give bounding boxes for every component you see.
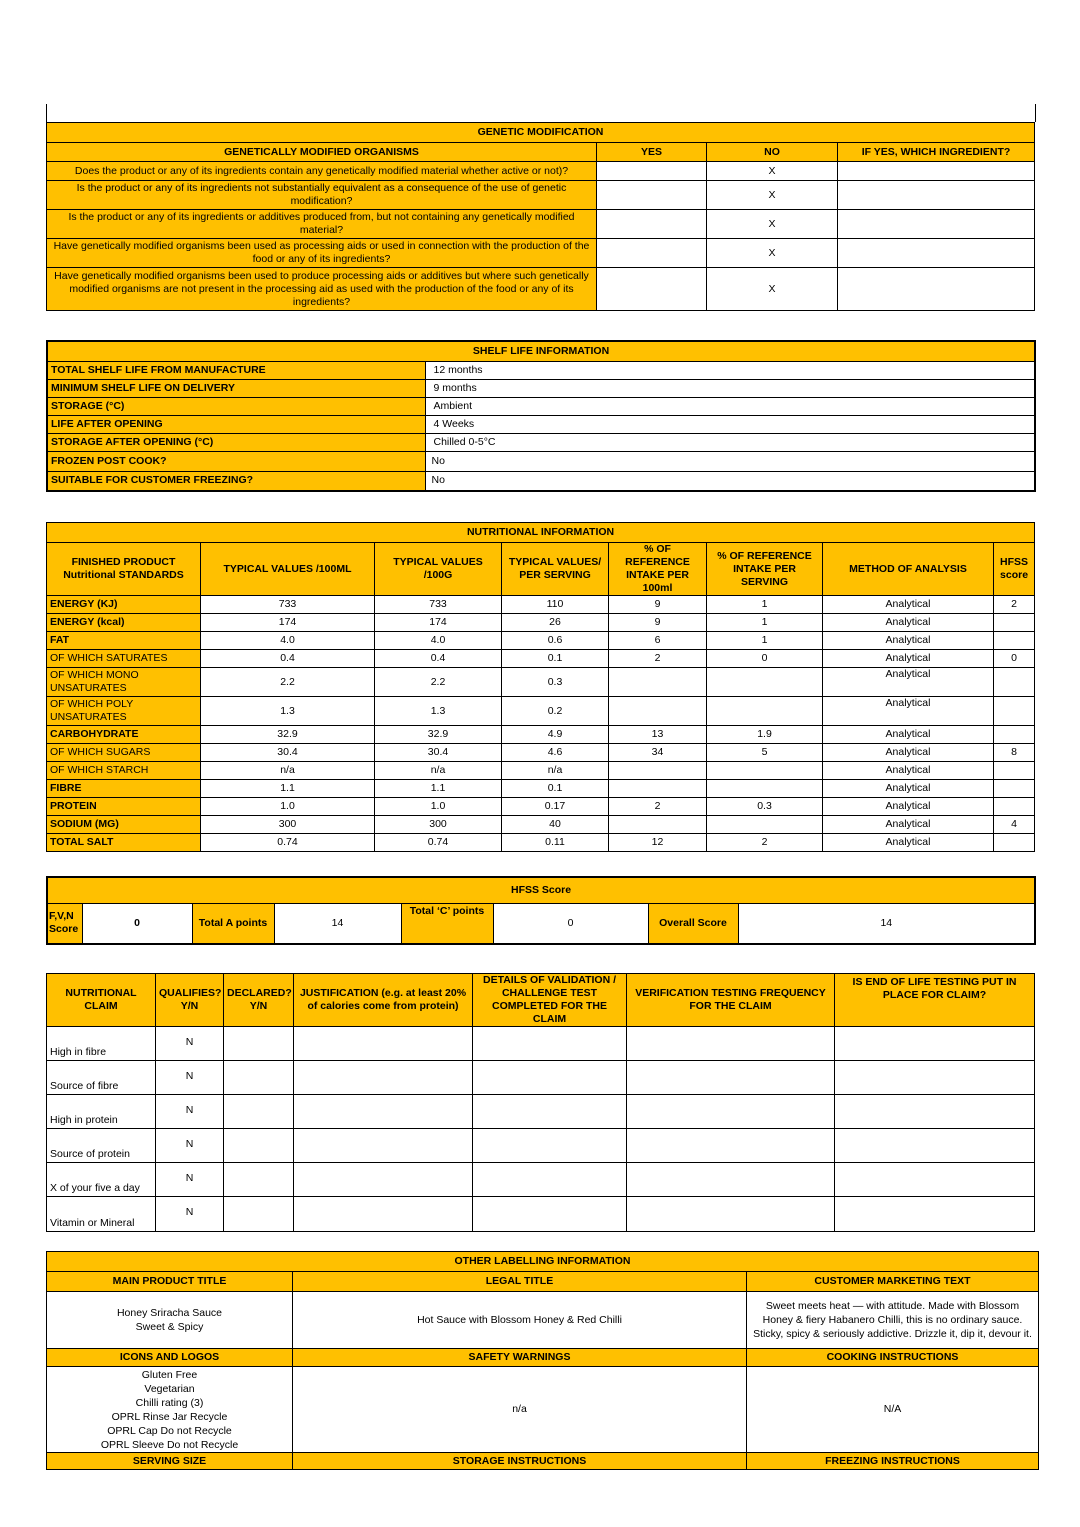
claim-empty-cell <box>294 1129 473 1163</box>
nutrition-row <box>47 798 1035 816</box>
gm-question: Have genetically modified organisms been used to produce processing aids or additives but where such genetically modified organisms are not present in the processing aid as used with the production of the food or any of its ingredients? <box>47 268 597 311</box>
labelling-table <box>46 1251 1039 1470</box>
claim-empty-cell <box>224 1027 294 1061</box>
hfss-score: 2 <box>994 596 1035 614</box>
claim-empty-cell <box>835 1095 1035 1129</box>
method-of-analysis: Analytical <box>823 726 994 744</box>
gm-question: Have genetically modified organisms been used as processing aids or used in connection with the production of the food or any of its ingredients? <box>47 239 597 268</box>
value-per-100g: 300 <box>375 816 502 834</box>
nutrition-header: TYPICAL VALUES /100G <box>375 543 502 596</box>
gm-header: YES <box>597 143 707 162</box>
gm-no: X <box>707 210 838 239</box>
icon-logo-item: OPRL Sleeve Do not Recycle <box>100 1438 239 1451</box>
hfss-title: HFSS Score <box>47 877 1035 903</box>
gm-no: X <box>707 239 838 268</box>
value-per-100g: 2.2 <box>375 668 502 697</box>
shelf-label: MINIMUM SHELF LIFE ON DELIVERY <box>47 379 425 397</box>
gm-ingredient <box>838 239 1035 268</box>
nutrition-row <box>47 697 1035 726</box>
labelling-header: CUSTOMER MARKETING TEXT <box>747 1272 1039 1292</box>
value-per-serving: 4.6 <box>502 744 609 762</box>
claim-empty-cell <box>473 1197 627 1232</box>
nutrient-name: CARBOHYDRATE <box>47 726 201 744</box>
nutrition-row <box>47 762 1035 780</box>
claim-empty-cell <box>224 1129 294 1163</box>
gm-question: Is the product or any of its ingredients or additives produced from, but not containing any genetically modified material? <box>47 210 597 239</box>
shelf-label: STORAGE (°C) <box>47 397 425 415</box>
nutrition-row <box>47 744 1035 762</box>
hfss-score <box>994 834 1035 852</box>
main-title-line: Sweet & Spicy <box>135 1321 204 1333</box>
shelf-label: TOTAL SHELF LIFE FROM MANUFACTURE <box>47 361 425 379</box>
hfss-a-label: Total A points <box>192 903 274 944</box>
value-per-100ml: 2.2 <box>201 668 375 697</box>
method-of-analysis: Analytical <box>823 798 994 816</box>
hfss-score: 4 <box>994 816 1035 834</box>
ri-per-serving <box>707 697 823 726</box>
value-per-serving: 0.17 <box>502 798 609 816</box>
gm-title: GENETIC MODIFICATION <box>47 123 1035 143</box>
claims-header: DETAILS OF VALIDATION / CHALLENGE TEST COMPLETED FOR THE CLAIM <box>473 974 627 1027</box>
claim-empty-cell <box>835 1027 1035 1061</box>
hfss-score: 8 <box>994 744 1035 762</box>
claim-empty-cell <box>224 1095 294 1129</box>
shelf-label: STORAGE AFTER OPENING (°C) <box>47 433 425 451</box>
claim-name: High in fibre <box>47 1027 156 1061</box>
claim-name: Source of protein <box>47 1129 156 1163</box>
method-of-analysis: Analytical <box>823 614 994 632</box>
ri-per-100ml: 9 <box>609 596 707 614</box>
claim-empty-cell <box>224 1163 294 1197</box>
nutrition-header: % OF REFERENCE INTAKE PER 100ml <box>609 543 707 596</box>
shelf-label: SUITABLE FOR CUSTOMER FREEZING? <box>47 471 425 491</box>
nutrition-row <box>47 596 1035 614</box>
nutrition-header: FINISHED PRODUCT Nutritional STANDARDS <box>47 543 201 596</box>
ri-per-100ml <box>609 668 707 697</box>
value-per-100ml: 30.4 <box>201 744 375 762</box>
claim-empty-cell <box>294 1197 473 1232</box>
nutrition-header: TYPICAL VALUES /100ML <box>201 543 375 596</box>
ri-per-serving <box>707 762 823 780</box>
method-of-analysis: Analytical <box>823 632 994 650</box>
claim-qualifies: N <box>156 1163 224 1197</box>
main-product-title <box>47 1292 293 1349</box>
value-per-100ml: 1.3 <box>201 697 375 726</box>
gm-table <box>46 122 1035 311</box>
method-of-analysis: Analytical <box>823 668 994 697</box>
hfss-c-value: 0 <box>493 903 648 944</box>
method-of-analysis: Analytical <box>823 744 994 762</box>
safety-warnings: n/a <box>293 1367 747 1453</box>
ri-per-100ml: 13 <box>609 726 707 744</box>
gm-question: Does the product or any of its ingredients contain any genetically modified material whether active or not)? <box>47 162 597 181</box>
legal-title: Hot Sauce with Blossom Honey & Red Chilli <box>293 1292 747 1349</box>
icon-logo-item: OPRL Rinse Jar Recycle <box>111 1410 228 1423</box>
value-per-100ml: 32.9 <box>201 726 375 744</box>
claim-name: Source of fibre <box>47 1061 156 1095</box>
claim-row <box>47 1129 1035 1163</box>
hfss-c-label: Total ‘C’ points <box>401 903 493 944</box>
value-per-100g: 32.9 <box>375 726 502 744</box>
hfss-score: 0 <box>994 650 1035 668</box>
claim-empty-cell <box>627 1129 835 1163</box>
gm-header: NO <box>707 143 838 162</box>
gm-no: X <box>707 268 838 311</box>
method-of-analysis: Analytical <box>823 780 994 798</box>
claim-row <box>47 1197 1035 1232</box>
claims-header: VERIFICATION TESTING FREQUENCY FOR THE CLAIM <box>627 974 835 1027</box>
claim-qualifies: N <box>156 1061 224 1095</box>
method-of-analysis: Analytical <box>823 697 994 726</box>
value-per-serving: 0.6 <box>502 632 609 650</box>
gm-yes <box>597 239 707 268</box>
gm-header: GENETICALLY MODIFIED ORGANISMS <box>47 143 597 162</box>
ri-per-serving <box>707 780 823 798</box>
nutrition-header: % OF REFERENCE INTAKE PER SERVING <box>707 543 823 596</box>
claim-empty-cell <box>224 1061 294 1095</box>
value-per-serving: 4.9 <box>502 726 609 744</box>
nutrient-name: PROTEIN <box>47 798 201 816</box>
shelf-value: No <box>425 451 1035 471</box>
ri-per-serving: 1.9 <box>707 726 823 744</box>
shelf-value: No <box>425 471 1035 491</box>
shelf-title: SHELF LIFE INFORMATION <box>47 341 1035 361</box>
value-per-serving: 0.3 <box>502 668 609 697</box>
claim-empty-cell <box>627 1061 835 1095</box>
value-per-100g: 4.0 <box>375 632 502 650</box>
ri-per-100ml: 2 <box>609 650 707 668</box>
claim-empty-cell <box>835 1197 1035 1232</box>
ri-per-serving <box>707 668 823 697</box>
gm-no: X <box>707 162 838 181</box>
nutrition-row <box>47 780 1035 798</box>
ri-per-100ml <box>609 780 707 798</box>
gm-no: X <box>707 181 838 210</box>
gm-yes <box>597 268 707 311</box>
claim-empty-cell <box>627 1163 835 1197</box>
hfss-score <box>994 798 1035 816</box>
claim-qualifies: N <box>156 1197 224 1232</box>
value-per-100g: n/a <box>375 762 502 780</box>
icons-and-logos <box>47 1367 293 1453</box>
ri-per-serving: 5 <box>707 744 823 762</box>
value-per-100g: 0.74 <box>375 834 502 852</box>
claims-header: JUSTIFICATION (e.g. at least 20% of calories come from protein) <box>294 974 473 1027</box>
nutrient-name: FAT <box>47 632 201 650</box>
value-per-serving: 0.1 <box>502 650 609 668</box>
ri-per-100ml: 34 <box>609 744 707 762</box>
hfss-overall-value: 14 <box>738 903 1035 944</box>
claims-table <box>46 973 1035 1232</box>
hfss-fvn-value: 0 <box>82 903 192 944</box>
method-of-analysis: Analytical <box>823 650 994 668</box>
ri-per-serving: 1 <box>707 596 823 614</box>
shelf-label: LIFE AFTER OPENING <box>47 415 425 433</box>
value-per-100ml: 174 <box>201 614 375 632</box>
claim-name: High in protein <box>47 1095 156 1129</box>
nutrition-row <box>47 632 1035 650</box>
claims-header: IS END OF LIFE TESTING PUT IN PLACE FOR CLAIM? <box>835 974 1035 1027</box>
nutrition-header: TYPICAL VALUES/ PER SERVING <box>502 543 609 596</box>
nutrition-row <box>47 614 1035 632</box>
claim-row <box>47 1095 1035 1129</box>
nutrient-name: OF WHICH SATURATES <box>47 650 201 668</box>
nutrient-name: TOTAL SALT <box>47 834 201 852</box>
nutrient-name: OF WHICH MONO UNSATURATES <box>47 668 201 697</box>
ri-per-serving: 1 <box>707 614 823 632</box>
labelling-header: SAFETY WARNINGS <box>293 1349 747 1367</box>
hfss-overall-label: Overall Score <box>648 903 738 944</box>
gm-header: IF YES, WHICH INGREDIENT? <box>838 143 1035 162</box>
nutrition-row <box>47 650 1035 668</box>
nutrient-name: OF WHICH POLY UNSATURATES <box>47 697 201 726</box>
claim-qualifies: N <box>156 1027 224 1061</box>
nutrient-name: ENERGY (kcal) <box>47 614 201 632</box>
cooking-instructions: N/A <box>747 1367 1039 1453</box>
hfss-fvn-label: F,V,N Score <box>47 903 82 944</box>
value-per-100g: 1.1 <box>375 780 502 798</box>
nutrition-title: NUTRITIONAL INFORMATION <box>47 523 1035 543</box>
nutrition-table <box>46 522 1035 852</box>
labelling-header: ICONS AND LOGOS <box>47 1349 293 1367</box>
value-per-serving: n/a <box>502 762 609 780</box>
value-per-100g: 1.3 <box>375 697 502 726</box>
labelling-header: FREEZING INSTRUCTIONS <box>747 1453 1039 1470</box>
ri-per-serving: 1 <box>707 632 823 650</box>
claim-empty-cell <box>835 1163 1035 1197</box>
value-per-100ml: 0.4 <box>201 650 375 668</box>
shelf-value: 9 months <box>425 379 1035 397</box>
ri-per-serving: 2 <box>707 834 823 852</box>
value-per-100g: 0.4 <box>375 650 502 668</box>
nutrient-name: OF WHICH SUGARS <box>47 744 201 762</box>
hfss-score <box>994 726 1035 744</box>
ri-per-100ml: 12 <box>609 834 707 852</box>
method-of-analysis: Analytical <box>823 834 994 852</box>
claim-empty-cell <box>627 1095 835 1129</box>
gm-yes <box>597 181 707 210</box>
nutrition-row <box>47 834 1035 852</box>
claim-empty-cell <box>294 1027 473 1061</box>
hfss-score <box>994 632 1035 650</box>
gm-question: Is the product or any of its ingredients not substantially equivalent as a consequence of the use of genetic modification? <box>47 181 597 210</box>
method-of-analysis: Analytical <box>823 596 994 614</box>
claim-name: X of your five a day <box>47 1163 156 1197</box>
claim-empty-cell <box>473 1163 627 1197</box>
hfss-score <box>994 780 1035 798</box>
icon-logo-item: Chilli rating (3) <box>135 1396 204 1409</box>
nutrition-header: METHOD OF ANALYSIS <box>823 543 994 596</box>
icon-logo-item: OPRL Cap Do not Recycle <box>107 1424 232 1437</box>
hfss-score <box>994 614 1035 632</box>
claim-empty-cell <box>627 1027 835 1061</box>
shelf-life-table <box>46 340 1036 492</box>
ri-per-serving: 0.3 <box>707 798 823 816</box>
nutrient-name: OF WHICH STARCH <box>47 762 201 780</box>
value-per-serving: 40 <box>502 816 609 834</box>
value-per-100g: 1.0 <box>375 798 502 816</box>
nutrition-row <box>47 816 1035 834</box>
hfss-score <box>994 762 1035 780</box>
claims-header: DECLARED? Y/N <box>224 974 294 1027</box>
claim-empty-cell <box>835 1061 1035 1095</box>
shelf-value: 12 months <box>425 361 1035 379</box>
labelling-header: SERVING SIZE <box>47 1453 293 1470</box>
value-per-100ml: 733 <box>201 596 375 614</box>
claim-empty-cell <box>627 1197 835 1232</box>
ri-per-serving: 0 <box>707 650 823 668</box>
ri-per-100ml <box>609 762 707 780</box>
value-per-100g: 733 <box>375 596 502 614</box>
claims-header: QUALIFIES? Y/N <box>156 974 224 1027</box>
ri-per-100ml: 2 <box>609 798 707 816</box>
nutrient-name: FIBRE <box>47 780 201 798</box>
claim-empty-cell <box>473 1129 627 1163</box>
marketing-text: Sweet meets heat — with attitude. Made with Blossom Honey & fiery Habanero Chilli, this is no ordinary sauce. Sticky, spicy & seriously addictive. Drizzle it, dip it, devour it. <box>747 1292 1039 1349</box>
shelf-label: FROZEN POST COOK? <box>47 451 425 471</box>
value-per-100ml: n/a <box>201 762 375 780</box>
icon-logo-item: Vegetarian <box>144 1382 195 1395</box>
nutrition-header: HFSS score <box>994 543 1035 596</box>
value-per-100g: 30.4 <box>375 744 502 762</box>
labelling-header: COOKING INSTRUCTIONS <box>747 1349 1039 1367</box>
value-per-serving: 0.2 <box>502 697 609 726</box>
claim-row <box>47 1163 1035 1197</box>
value-per-serving: 110 <box>502 596 609 614</box>
shelf-value: 4 Weeks <box>425 415 1035 433</box>
value-per-100ml: 1.1 <box>201 780 375 798</box>
hfss-table <box>46 876 1036 945</box>
page-top-border <box>46 104 1036 122</box>
value-per-100ml: 300 <box>201 816 375 834</box>
claim-qualifies: N <box>156 1095 224 1129</box>
ri-per-100ml <box>609 697 707 726</box>
method-of-analysis: Analytical <box>823 816 994 834</box>
value-per-100ml: 4.0 <box>201 632 375 650</box>
nutrient-name: SODIUM (MG) <box>47 816 201 834</box>
value-per-serving: 0.1 <box>502 780 609 798</box>
claim-row <box>47 1061 1035 1095</box>
main-title-line: Honey Sriracha Sauce <box>116 1307 223 1319</box>
labelling-header: MAIN PRODUCT TITLE <box>47 1272 293 1292</box>
claim-empty-cell <box>294 1061 473 1095</box>
value-per-serving: 26 <box>502 614 609 632</box>
claims-header: NUTRITIONAL CLAIM <box>47 974 156 1027</box>
ri-per-100ml <box>609 816 707 834</box>
claim-empty-cell <box>473 1027 627 1061</box>
nutrition-row <box>47 726 1035 744</box>
nutrient-name: ENERGY (KJ) <box>47 596 201 614</box>
hfss-score <box>994 668 1035 697</box>
labelling-header: STORAGE INSTRUCTIONS <box>293 1453 747 1470</box>
claim-empty-cell <box>835 1129 1035 1163</box>
claim-empty-cell <box>224 1197 294 1232</box>
labelling-header: LEGAL TITLE <box>293 1272 747 1292</box>
shelf-value: Ambient <box>425 397 1035 415</box>
gm-yes <box>597 162 707 181</box>
hfss-a-value: 14 <box>274 903 401 944</box>
value-per-100ml: 1.0 <box>201 798 375 816</box>
gm-ingredient <box>838 268 1035 311</box>
ri-per-100ml: 9 <box>609 614 707 632</box>
labelling-title: OTHER LABELLING INFORMATION <box>47 1252 1039 1272</box>
claim-empty-cell <box>473 1095 627 1129</box>
nutrition-row <box>47 668 1035 697</box>
value-per-serving: 0.11 <box>502 834 609 852</box>
shelf-value: Chilled 0-5°C <box>425 433 1035 451</box>
claim-empty-cell <box>294 1163 473 1197</box>
gm-ingredient <box>838 181 1035 210</box>
value-per-100g: 174 <box>375 614 502 632</box>
value-per-100ml: 0.74 <box>201 834 375 852</box>
claim-empty-cell <box>473 1061 627 1095</box>
claim-name: Vitamin or Mineral <box>47 1197 156 1232</box>
gm-ingredient <box>838 210 1035 239</box>
method-of-analysis: Analytical <box>823 762 994 780</box>
ri-per-100ml: 6 <box>609 632 707 650</box>
icon-logo-item: Gluten Free <box>141 1368 198 1381</box>
gm-ingredient <box>838 162 1035 181</box>
hfss-score <box>994 697 1035 726</box>
gm-yes <box>597 210 707 239</box>
claim-empty-cell <box>294 1095 473 1129</box>
claim-row <box>47 1027 1035 1061</box>
ri-per-serving <box>707 816 823 834</box>
claim-qualifies: N <box>156 1129 224 1163</box>
